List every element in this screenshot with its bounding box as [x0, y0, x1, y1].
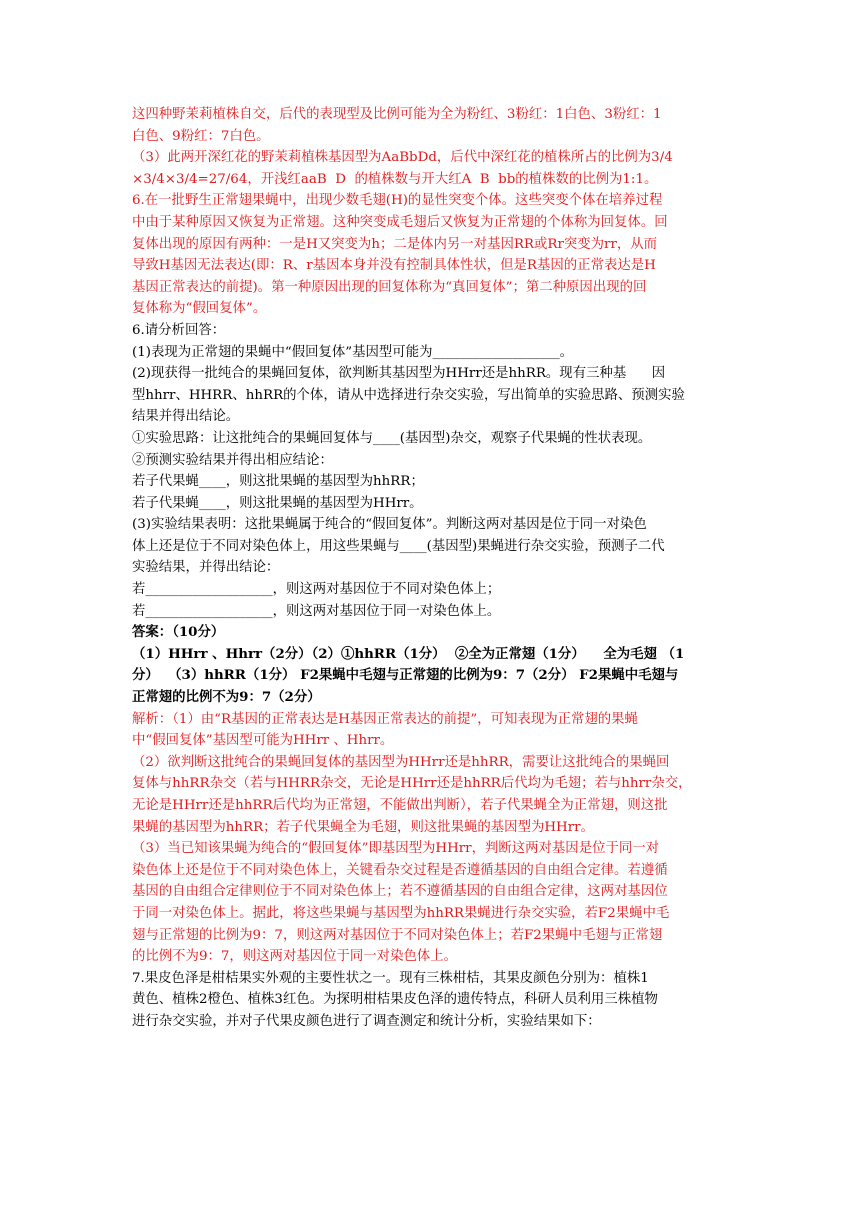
text-line: 无论是HHrr还是hhRR后代均为正常翅，不能做出判断），若子代果蝇全为正常翅，则这批	[132, 798, 668, 813]
text-line: 复体与hhRR杂交（若与HHRR杂交，无论是HHrr还是hhRR后代均为毛翅；若与hhrr杂交，	[132, 776, 692, 792]
text-line: 若___________________，则这两对基因位于不同对染色体上；	[132, 582, 501, 598]
text-line: 7.果皮色泽是柑桔果实外观的主要性状之一。现有三株柑桔，其果皮颜色分别为：植株1	[132, 970, 649, 986]
text-line: 导致H基因无法表达(即：R、r基因本身并没有控制具体性状，但是R基因的正常表达是H	[132, 258, 656, 274]
text-line: 中“假回复体”基因型可能为HHrr 、Hhrr。	[132, 733, 394, 749]
text-line: （1）HHrr 、Hhrr（2分）（2）①hhRR（1分） ②全为正常翅（1分） 全为毛翅 （1	[132, 645, 685, 662]
text-line: 结果并得出结论。	[132, 409, 240, 425]
text-line: 中由于某种原因又恢复为正常翅。这种突变成毛翅后又恢复为正常翅的个体称为回复体。回	[132, 214, 668, 230]
text-line: （3）当已知该果蝇为纯合的“假回复体”即基因型为HHrr，判断这两对基因是位于同一对	[132, 841, 660, 857]
text-line: 分） （3）hhRR（1分） F2果蝇中毛翅与正常翅的比例为9：7（2分） F2果蝇中毛翅与	[132, 667, 679, 684]
text-line: 若___________________，则这两对基因位于同一对染色体上。	[132, 603, 501, 619]
text-line: （3）此两开深红花的野茉莉植株基因型为AaBbDd，后代中深红花的植株所占的比例为3/4	[132, 150, 673, 166]
text-line: 体上还是位于不同对染色体上，用这些果蝇与____(基因型)果蝇进行杂交实验，预测子二代	[132, 538, 665, 554]
text-line: 白色、9粉红：7白色。	[132, 128, 270, 144]
text-line: ②预测实验结果并得出相应结论：	[132, 452, 333, 468]
text-line: 实验结果，并得出结论：	[132, 560, 280, 576]
text-line: 6.请分析回答：	[132, 322, 226, 338]
text-line: 基因正常表达的前提)。第一种原因出现的回复体称为“真回复体”；第二种原因出现的回	[132, 279, 647, 295]
text-line: 复体出现的原因有两种：一是H又突变为h；二是体内另一对基因RR或Rr突变为rr，从而	[132, 236, 658, 252]
text-line: ①实验思路：让这批纯合的果蝇回复体与____(基因型)杂交，观察子代果蝇的性状表现。	[132, 430, 652, 446]
text-line: (3)实验结果表明：这批果蝇属于纯合的“假回复体”。判断这两对基因是位于同一对染色	[132, 517, 647, 533]
text-line: 基因的自由组合定律则位于不同对染色体上；若不遵循基因的自由组合定律，这两对基因位	[132, 884, 668, 900]
text-line: 正常翅的比例不为9：7（2分）	[132, 689, 321, 706]
text-line: (1)表现为正常翅的果蝇中“假回复体”基因型可能为___________________。	[132, 344, 574, 360]
text-line: 若子代果蝇____，则这批果蝇的基因型为HHrr。	[132, 495, 423, 511]
text-line: 复体称为“假回复体”。	[132, 301, 267, 317]
text-line: 翅与正常翅的比例为9：7，则这两对基因位于不同对染色体上；若F2果蝇中毛翅与正常翅	[132, 927, 663, 943]
text-line: 进行杂交实验，并对子代果皮颜色进行了调查测定和统计分析，实验结果如下：	[132, 1013, 601, 1029]
text-line: （2）欲判断这批纯合的果蝇回复体的基因型为HHrr还是hhRR，需要让这批纯合的果蝇回	[132, 754, 670, 770]
text-line: 染色体上还是位于不同对染色体上，关键看杂交过程是否遵循基因的自由组合定律。若遵循	[132, 862, 668, 878]
text-line: (2)现获得一批纯合的果蝇回复体，欲判断其基因型为HHrr还是hhRR。现有三种基 因	[132, 366, 666, 382]
text-line: 6.在一批野生正常翅果蝇中，出现少数毛翅(H)的显性突变个体。这些突变个体在培养过程	[132, 193, 663, 209]
document-body	[132, 104, 738, 1033]
text-line: 解析：（1）由“R基因的正常表达是H基因正常表达的前提”，可知表现为正常翅的果蝇	[132, 711, 638, 727]
text-line: 型hhrr、HHRR、hhRR的个体，请从中选择进行杂交实验，写出简单的实验思路、预测实验	[132, 387, 685, 403]
text-line: 答案：（10分）	[132, 624, 225, 641]
text-line: 黄色、植株2橙色、植株3红色。为探明柑桔果皮色泽的遗传特点，科研人员利用三株植物	[132, 992, 658, 1008]
text-line: 的比例不为9：7，则这两对基因位于同一对染色体上。	[132, 949, 458, 965]
text-line: 于同一对染色体上。据此，将这些果蝇与基因型为hhRR果蝇进行杂交实验，若F2果蝇中毛	[132, 905, 670, 921]
text-line: 若子代果蝇____，则这批果蝇的基因型为hhRR；	[132, 474, 424, 490]
text-line: ×3/4×3/4=27/64，开浅红aaB D 的植株数与开大红A B bb的植株数的比例为1:1。	[132, 171, 658, 187]
text-line: 果蝇的基因型为hhRR；若子代果蝇全为毛翅，则这批果蝇的基因型为HHrr。	[132, 819, 594, 835]
text-line: 这四种野茉莉植株自交，后代的表现型及比例可能为全为粉红、3粉红：1白色、3粉红：1	[132, 107, 662, 122]
